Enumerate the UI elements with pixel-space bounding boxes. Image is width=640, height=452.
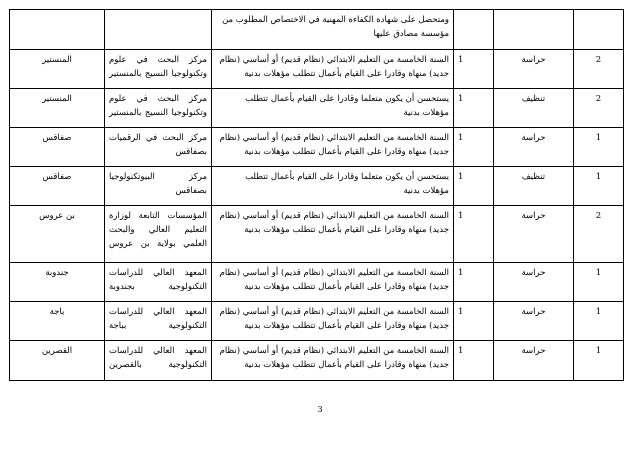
count-cell: 1	[454, 302, 494, 341]
table-row	[10, 50, 624, 89]
location-cell: بن عروس	[10, 206, 105, 263]
location-cell: باجة	[10, 302, 105, 341]
table-row	[10, 263, 624, 302]
table-row	[10, 167, 624, 206]
number-cell: 1	[574, 341, 624, 381]
count-cell: 1	[454, 167, 494, 206]
condition-cell: السنة الخامسة من التعليم الابتدائي (نظام قديم) أو أساسي (نظام جديد) منهاة وقادرا على القيام بأعمال تتطلب مؤهلات بدنية	[212, 263, 454, 302]
table-row	[10, 341, 624, 381]
number-cell: 2	[574, 206, 624, 263]
location-cell: القصرين	[10, 341, 105, 381]
table-row	[10, 302, 624, 341]
condition-cell: السنة الخامسة من التعليم الابتدائي (نظام قديم) أو أساسي (نظام جديد) منهاة وقادرا على القيام بأعمال تتطلب مؤهلات بدنية	[212, 206, 454, 263]
condition-cell: السنة الخامسة من التعليم الابتدائي (نظام قديم) أو أساسي (نظام جديد) منهاة وقادرا على القيام بأعمال تتطلب مؤهلات بدنية	[212, 302, 454, 341]
count-cell: 1	[454, 89, 494, 128]
specialty-cell: حراسة	[494, 206, 574, 263]
count-cell: 1	[454, 263, 494, 302]
positions-table	[9, 9, 624, 381]
condition-cell: السنة الخامسة من التعليم الابتدائي (نظام قديم) أو أساسي (نظام جديد) منهاة وقادرا على القيام بأعمال تتطلب مؤهلات بدنية	[212, 128, 454, 167]
number-cell: 1	[574, 302, 624, 341]
specialty-cell: تنظيف	[494, 89, 574, 128]
condition-cell: السنة الخامسة من التعليم الابتدائي (نظام قديم) أو أساسي (نظام جديد) منهاة وقادرا على القيام بأعمال تتطلب مؤهلات بدنية	[212, 50, 454, 89]
specialty-cell: تنظيف	[494, 167, 574, 206]
number-cell: 2	[574, 89, 624, 128]
location-cell: المنستير	[10, 50, 105, 89]
specialty-cell: حراسة	[494, 302, 574, 341]
institution-cell: المعهد العالي للدراسات التكنولوجية بجندوبة	[105, 263, 212, 302]
institution-cell: المؤسسات التابعة لوزارة التعليم العالي والبحث العلمي بولاية بن عروس	[105, 206, 212, 263]
institution-cell: مركز البحث في علوم وتكنولوجيا النسيج بالمنستير	[105, 50, 212, 89]
number-cell: 1	[574, 128, 624, 167]
number-cell: 1	[574, 167, 624, 206]
specialty-cell: حراسة	[494, 341, 574, 381]
institution-cell: مركز البحث في علوم وتكنولوجيا النسيج بالمنستير	[105, 89, 212, 128]
count-cell: 1	[454, 50, 494, 89]
institution-cell: مركز البحث في الرقميات بصفاقس	[105, 128, 212, 167]
table-row	[10, 128, 624, 167]
count-cell: 1	[454, 341, 494, 381]
specialty-cell: حراسة	[494, 50, 574, 89]
condition-cell: السنة الخامسة من التعليم الابتدائي (نظام قديم) أو أساسي (نظام جديد) منهاة وقادرا على القيام بأعمال تتطلب مؤهلات بدنية	[212, 341, 454, 381]
institution-cell: مركز البيوتكنولوجيا بصفاقس	[105, 167, 212, 206]
condition-cell: يستحسن أن يكون متعلما وقادرا على القيام بأعمال تتطلب مؤهلات بدنية	[212, 89, 454, 128]
condition-cell: يستحسن أن يكون متعلما وقادرا على القيام بأعمال تتطلب مؤهلات بدنية	[212, 167, 454, 206]
number-cell: 2	[574, 50, 624, 89]
number-cell: 1	[574, 263, 624, 302]
condition-cell: ومتحصل على شهادة الكفاءة المهنية في الاختصاص المطلوب من مؤسسة مصادق عليها	[212, 10, 454, 50]
specialty-cell: حراسة	[494, 263, 574, 302]
count-cell: 1	[454, 128, 494, 167]
institution-cell: المعهد العالي للدراسات التكنولوجية بالقصرين	[105, 341, 212, 381]
page-number: 3	[317, 405, 323, 414]
table-row-continuation	[10, 10, 624, 50]
location-cell: جندوبة	[10, 263, 105, 302]
specialty-cell: حراسة	[494, 128, 574, 167]
location-cell: صفاقس	[10, 167, 105, 206]
location-cell: صفاقس	[10, 128, 105, 167]
institution-cell: المعهد العالي للدراسات التكنولوجية بباجة	[105, 302, 212, 341]
table-row	[10, 206, 624, 263]
location-cell: المنستير	[10, 89, 105, 128]
table-row	[10, 89, 624, 128]
count-cell: 1	[454, 206, 494, 263]
